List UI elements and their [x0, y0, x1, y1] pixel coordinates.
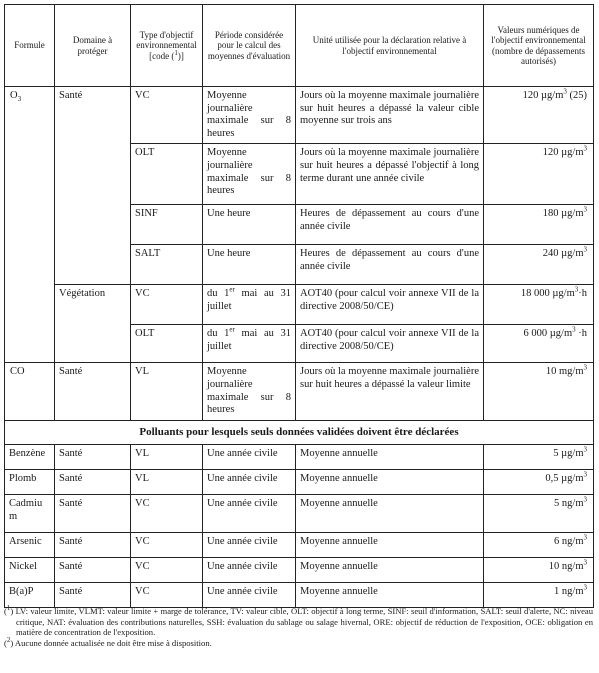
- period-cell: Une année civile: [203, 444, 296, 469]
- formula-cell: Benzène: [5, 444, 55, 469]
- period-cell: du 1er mai au 31 juillet: [203, 285, 296, 325]
- table-row: [5, 469, 594, 494]
- type-cell: VC: [131, 582, 203, 607]
- section-separator-row: [5, 420, 594, 444]
- formula-cell: B(a)P: [5, 582, 55, 607]
- unit-cell: Moyenne annuelle: [296, 557, 484, 582]
- formula-cell: Plomb: [5, 469, 55, 494]
- type-cell: VC: [131, 285, 203, 325]
- header-values: Valeurs numériques de l'objectif environnemental (nombre de dépassements autorisés): [484, 5, 594, 87]
- period-cell: Moyenne journalière maximale sur 8 heures: [203, 363, 296, 420]
- unit-cell: Heures de dépassement au cours d'une année civile: [296, 245, 484, 285]
- value-cell: 10 $mg/m^3$: [484, 363, 594, 420]
- formula-cell: Nickel: [5, 557, 55, 582]
- period-cell: Une heure: [203, 245, 296, 285]
- table-row: [5, 285, 594, 325]
- section-separator: Polluants pour lesquels seuls données validées doivent être déclarées: [5, 420, 594, 444]
- period-cell: Une année civile: [203, 582, 296, 607]
- period-cell: Moyenne journalière maximale sur 8 heures: [203, 144, 296, 205]
- type-cell: VL: [131, 363, 203, 420]
- period-cell: Une année civile: [203, 494, 296, 532]
- footnote-2: ($^2$) Aucune donnée actualisée ne doit être mise à disposition.: [4, 636, 212, 649]
- value-cell: 120 $\mu g/m^3$: [484, 144, 594, 205]
- unit-cell: Jours où la moyenne maximale journalière sur huit heures a dépassé la valeur limite: [296, 363, 484, 420]
- formula-cell: Arsenic: [5, 532, 55, 557]
- value-cell: 5 $\mu g/m^3$: [484, 444, 594, 469]
- unit-cell: Moyenne annuelle: [296, 444, 484, 469]
- header-formula: Formule: [5, 5, 55, 87]
- domain-cell: Santé: [55, 532, 131, 557]
- value-cell: 240 $\mu g/m^3$: [484, 245, 594, 285]
- type-cell: VC: [131, 494, 203, 532]
- value-cell: 0,5 $\mu g/m^3$: [484, 469, 594, 494]
- unit-cell: AOT40 (pour calcul voir annexe VII de la directive 2008/50/CE): [296, 285, 484, 325]
- header-type: Type d'objectif environnemental [code ($^1$)]: [131, 5, 203, 87]
- type-cell: VC: [131, 532, 203, 557]
- period-cell: Une année civile: [203, 532, 296, 557]
- domain-cell: Santé: [55, 469, 131, 494]
- domain-cell: Santé: [55, 87, 131, 285]
- type-cell: VC: [131, 87, 203, 144]
- table-row: [5, 444, 594, 469]
- value-cell: 180 $\mu g/m^3$: [484, 205, 594, 245]
- formula-cell: Cadmium: [5, 494, 55, 532]
- value-cell: 120 $\mu g/m^3$ (25): [484, 87, 594, 144]
- unit-cell: Heures de dépassement au cours d'une année civile: [296, 205, 484, 245]
- domain-cell: Santé: [55, 363, 131, 420]
- formula-cell: [5, 87, 55, 363]
- header-domain: Domaine à protéger: [55, 5, 131, 87]
- period-cell: Une heure: [203, 205, 296, 245]
- domain-cell: Santé: [55, 582, 131, 607]
- type-cell: SINF: [131, 205, 203, 245]
- unit-cell: Jours où la moyenne maximale journalière sur huit heures a dépassé la valeur cible moyenne sur trois ans: [296, 87, 484, 144]
- table-row: [5, 87, 594, 144]
- value-cell: 1 $ng/m^3$: [484, 582, 594, 607]
- type-cell: VC: [131, 557, 203, 582]
- footnotes: [4, 606, 593, 649]
- table-row: [5, 363, 594, 420]
- domain-cell: Végétation: [55, 285, 131, 363]
- environmental-objectives-table: [4, 4, 594, 608]
- domain-cell: Santé: [55, 444, 131, 469]
- table-row: [5, 557, 594, 582]
- value-cell: 5 $ng/m^3$: [484, 494, 594, 532]
- header-period: Période considérée pour le calcul des moyennes d'évaluation: [203, 5, 296, 87]
- unit-cell: Moyenne annuelle: [296, 494, 484, 532]
- period-cell: Moyenne journalière maximale sur 8 heures: [203, 87, 296, 144]
- type-cell: SALT: [131, 245, 203, 285]
- value-cell: 18 000 $\mu g/m^3\cdot h$: [484, 285, 594, 325]
- value-cell: 6 $ng/m^3$: [484, 532, 594, 557]
- table-row: [5, 532, 594, 557]
- period-cell: du 1er mai au 31 juillet: [203, 325, 296, 363]
- unit-cell: Moyenne annuelle: [296, 532, 484, 557]
- period-cell: Une année civile: [203, 469, 296, 494]
- header-unit: Unité utilisée pour la déclaration relative à l'objectif environnemental: [296, 5, 484, 87]
- type-cell: VL: [131, 469, 203, 494]
- o3-formula: $O_3$: [10, 90, 22, 104]
- unit-cell: Jours où la moyenne maximale journalière sur huit heures a dépassé l'objectif à long terme durant une année civile: [296, 144, 484, 205]
- table-row: [5, 494, 594, 532]
- unit-cell: AOT40 (pour calcul voir annexe VII de la directive 2008/50/CE): [296, 325, 484, 363]
- domain-cell: Santé: [55, 494, 131, 532]
- type-cell: OLT: [131, 325, 203, 363]
- period-cell: Une année civile: [203, 557, 296, 582]
- formula-cell: CO: [5, 363, 55, 420]
- type-cell: VL: [131, 444, 203, 469]
- value-cell: 6 000 $\mu g/m^3 \cdot h$: [484, 325, 594, 363]
- header-row: [5, 5, 594, 87]
- unit-cell: Moyenne annuelle: [296, 582, 484, 607]
- type-cell: OLT: [131, 144, 203, 205]
- table-row: [5, 582, 594, 607]
- footnote-1: ($^1$) LV: valeur limite, VLMT: valeur limite + marge de tolérance, TV: valeur cible, OLT: objectif à long terme, SINF: seuil d'information, SALT: seuil d'alerte, NC: niveau critique, NAT: évaluation des contributions naturelles, SSH: évaluation du sablage ou salage hivernal, ORE: objectif de réduction de l'exposition, OCE: obligation en matière de concentration de l'exposition.: [4, 604, 593, 638]
- domain-cell: Santé: [55, 557, 131, 582]
- unit-cell: Moyenne annuelle: [296, 469, 484, 494]
- value-cell: 10 $ng/m^3$: [484, 557, 594, 582]
